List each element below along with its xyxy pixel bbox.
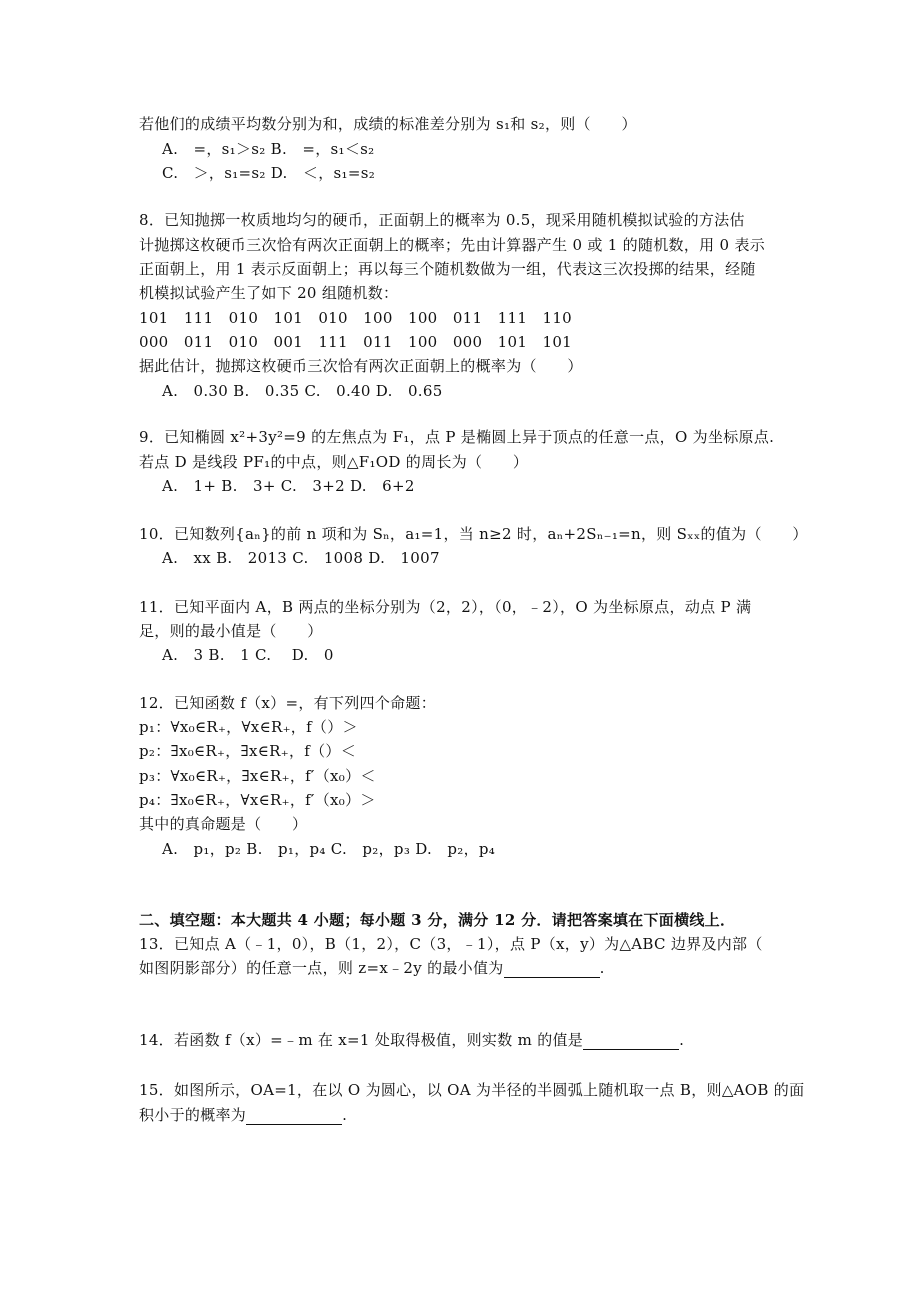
q15-stem-line1: 15．如图所示，OA=1，在以 O 为圆心，以 OA 为半径的半圆弧上随机取一点 B，则△AOB 的面 xyxy=(139,1081,805,1099)
q9-stem-line1: 9．已知椭圆 x²+3y²=9 的左焦点为 F₁，点 P 是椭圆上异于顶点的任意一点，O 为坐标原点. xyxy=(139,428,775,446)
q10-stem: 10．已知数列{aₙ}的前 n 项和为 Sₙ，a₁=1，当 n≥2 时，aₙ+2Sₙ₋₁=n，则 Sₓₓ的值为（ ） xyxy=(139,525,808,543)
q14-stem xyxy=(139,1030,684,1050)
q12-proposition-p1: p₁：∀x₀∈R₊，∀x∈R₊，f（）＞ xyxy=(139,718,358,736)
q12-proposition-p2: p₂：∃x₀∈R₊，∃x∈R₊，f（）＜ xyxy=(139,742,357,760)
q11-stem-line1: 11．已知平面内 A，B 两点的坐标分别为（2，2），（0，﹣2），O 为坐标原点，动点 P 满 xyxy=(139,598,752,616)
q12-options: A. p₁，p₂ B. p₁，p₄ C. p₂，p₃ D. p₂，p₄ xyxy=(162,840,496,858)
q14-text: 14．若函数 f（x）=﹣m 在 x=1 处取得极值，则实数 m 的值是 xyxy=(139,1031,584,1049)
q11-options: A. 3 B. 1 C. D. 0 xyxy=(162,646,334,664)
q9-stem-line2: 若点 D 是线段 PF₁的中点，则△F₁OD 的周长为（ ） xyxy=(139,453,529,471)
q15-period: . xyxy=(342,1106,348,1124)
q7-options-cd: C. ＞，s₁=s₂ D. ＜，s₁=s₂ xyxy=(162,164,376,182)
q10-options: A. xx B. 2013 C. 1008 D. 1007 xyxy=(162,549,440,567)
q12-proposition-p3: p₃：∀x₀∈R₊，∃x∈R₊，f′（x₀）＜ xyxy=(139,767,376,785)
q8-question: 据此估计，抛掷这枚硬币三次恰有两次正面朝上的概率为（ ） xyxy=(139,357,583,375)
q13-text: 如图阴影部分）的任意一点，则 z=x﹣2y 的最小值为 xyxy=(139,959,504,977)
q8-stem-line4: 机模拟试验产生了如下 20 组随机数： xyxy=(139,284,399,302)
q15-answer-blank[interactable] xyxy=(246,1108,342,1125)
q14-answer-blank[interactable] xyxy=(583,1033,679,1050)
q15-text: 积小于的概率为 xyxy=(139,1106,247,1124)
q8-stem-line2: 计抛掷这枚硬币三次恰有两次正面朝上的概率；先由计算器产生 0 或 1 的随机数，用 0 表示 xyxy=(139,236,766,254)
q13-stem-line2 xyxy=(139,958,605,978)
q11-stem-line2: 足，则的最小值是（ ） xyxy=(139,622,323,640)
q15-stem-line2 xyxy=(139,1105,347,1125)
q8-random-row2: 000 011 010 001 111 011 100 000 101 101 xyxy=(139,333,573,351)
q8-stem-line1: 8．已知抛掷一枚质地均匀的硬币，正面朝上的概率为 0.5，现采用随机模拟试验的方法估 xyxy=(139,211,745,229)
q13-answer-blank[interactable] xyxy=(504,961,600,978)
q8-options: A. 0.30 B. 0.35 C. 0.40 D. 0.65 xyxy=(162,382,443,400)
q7-options-ab: A. =，s₁＞s₂ B. =，s₁＜s₂ xyxy=(162,140,375,158)
q12-stem: 12．已知函数 f（x）=，有下列四个命题： xyxy=(139,694,437,712)
q9-options: A. 1+ B. 3+ C. 3+2 D. 6+2 xyxy=(162,477,415,495)
q7-stem: 若他们的成绩平均数分别为和，成绩的标准差分别为 s₁和 s₂，则（ ） xyxy=(139,115,637,133)
q12-question: 其中的真命题是（ ） xyxy=(139,815,308,833)
q13-period: . xyxy=(599,959,605,977)
q13-stem-line1: 13．已知点 A（﹣1，0），B（1，2），C（3，﹣1），点 P（x，y）为△ABC 边界及内部（ xyxy=(139,935,763,953)
section-two-heading: 二、填空题：本大题共 4 小题；每小题 3 分，满分 12 分．请把答案填在下面横线上． xyxy=(139,911,736,929)
q8-stem-line3: 正面朝上，用 1 表示反面朝上；再以每三个随机数做为一组，代表这三次投掷的结果，经随 xyxy=(139,260,756,278)
q8-random-row1: 101 111 010 101 010 100 100 011 111 110 xyxy=(139,309,573,327)
q12-proposition-p4: p₄：∃x₀∈R₊，∀x∈R₊，f′（x₀）＞ xyxy=(139,791,376,809)
q14-period: . xyxy=(679,1031,685,1049)
